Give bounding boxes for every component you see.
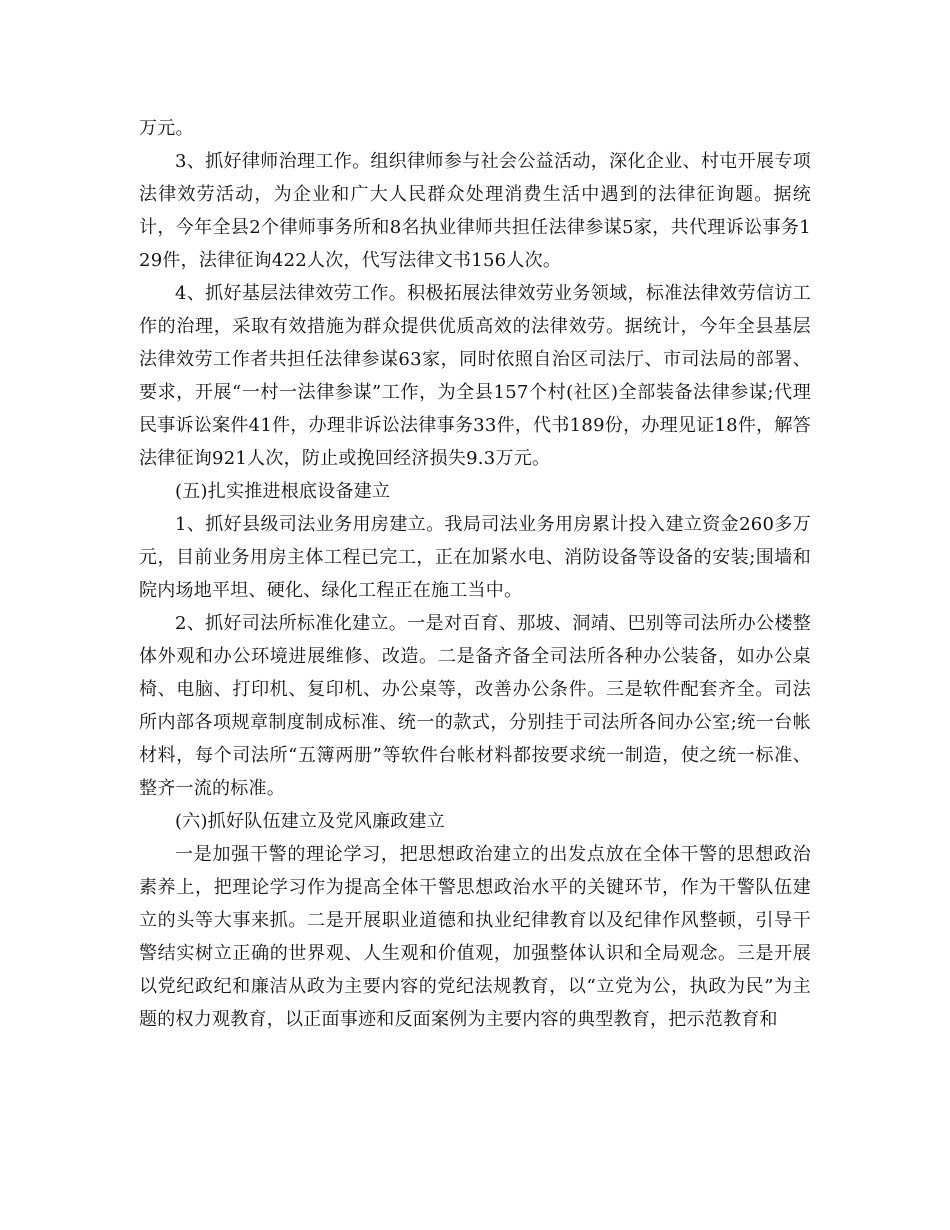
paragraph-lawyer-management: 3、抓好律师治理工作。组织律师参与社会公益活动，深化企业、村屯开展专项法律效劳活动，为企业和广大人民群众处理消费生活中遇到的法律征询题。据统计，今年全县2个律师事务所和8名执业律师共担任法律参谋5家，共代理诉讼事务129件，法律征询422人次，代写法律文书156人次。 [139, 151, 811, 271]
section-heading-team-building: (六)抓好队伍建立及党风廉政建立 [175, 811, 446, 832]
paragraph-continuation: 万元。 [139, 118, 194, 139]
paragraph-grassroots-legal-service: 4、抓好基层法律效劳工作。积极拓展法律效劳业务领域，标准法律效劳信访工作的治理，采取有效措施为群众提供优质高效的法律效劳。据统计，今年全县基层法律效劳工作者共担任法律参谋63家，同时依照自治区司法厅、市司法局的部署、要求，开展“一村一法律参谋”工作，为全县157个村(社区)全部装备法律参谋;代理民事诉讼案件41件，办理非诉讼法律事务33件，代书189份，办理见证18件，解答法律征询921人次，防止或挽回经济损失9.3万元。 [139, 283, 811, 469]
section-heading-infrastructure: (五)扎实推进根底设备建立 [175, 481, 391, 502]
paragraph-county-building: 1、抓好县级司法业务用房建立。我局司法业务用房累计投入建立资金260多万元，目前业务用房主体工程已完工，正在加紧水电、消防设备等设备的安装;围墙和院内场地平坦、硬化、绿化工程正在施工当中。 [139, 514, 811, 601]
paragraph-political-education: 一是加强干警的理论学习，把思想政治建立的出发点放在全体干警的思想政治素养上，把理论学习作为提高全体干警思想政治水平的关键环节，作为干警队伍建立的头等大事来抓。二是开展职业道德和执业纪律教育以及纪律作风整顿，引导干警结实树立正确的世界观、人生观和价值观，加强整体认识和全局观念。三是开展以党纪政纪和廉洁从政为主要内容的党纪法规教育，以“立党为公，执政为民”为主题的权力观教育，以正面事迹和反面案例为主要内容的典型教育，把示范教育和 [139, 844, 811, 1030]
document-page [139, 112, 811, 1036]
paragraph-judicial-office-standardization: 2、抓好司法所标准化建立。一是对百育、那坡、洞靖、巴别等司法所办公楼整体外观和办公环境进展维修、改造。二是备齐备全司法所各种办公装备，如办公桌椅、电脑、打印机、复印机、办公桌等，改善办公条件。三是软件配套齐全。司法所内部各项规章制度制成标准、统一的款式，分别挂于司法所各间办公室;统一台帐材料，每个司法所“五簿两册”等软件台帐材料都按要求统一制造，使之统一标准、整齐一流的标准。 [139, 613, 811, 799]
